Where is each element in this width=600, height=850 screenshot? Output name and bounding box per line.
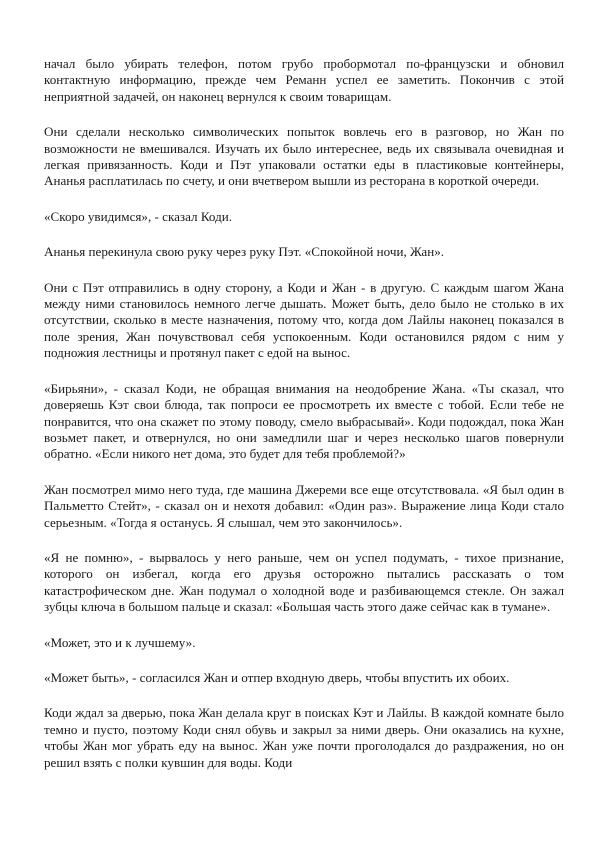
paragraph-2: Они сделали несколько символических попыток вовлечь его в разговор, но Жан по возможности не вмешивался. Изучать их было интереснее, ведь их связывала очевидная и легкая привязанность. Коди и Пэт упаковали остатки еды в пластиковые контейнеры, Ананья расплатилась по счету, и они вчетвером вышли из ресторана в короткой очереди. [44, 124, 564, 189]
paragraph-1: начал было убирать телефон, потом грубо пробормотал по-французски и обновил контактную информацию, прежде чем Реманн успел ее заметить. Покончив с этой неприятной задачей, он наконец вернулся к своим товарищам. [44, 56, 564, 104]
paragraph-4: Ананья перекинула свою руку через руку Пэт. «Спокойной ночи, Жан». [44, 244, 445, 260]
paragraph-6: «Бирьяни», - сказал Коди, не обращая внимания на неодобрение Жана. «Ты сказал, что доверяешь Кэт свои блюда, так попроси ее просмотреть их вместе с тобой. Если тебе не понравится, что она скажет по этому поводу, смело выбрасывай». Коди подождал, пока Жан возьмет пакет, и отвернулся, но они замедлили шаг и через несколько шагов повернули обратно. «Если никого нет дома, это будет для тебя проблемой?» [44, 380, 564, 462]
paragraph-9: «Может, это и к лучшему». [44, 634, 196, 650]
paragraph-10: «Может быть», - согласился Жан и отпер входную дверь, чтобы впустить их обоих. [44, 669, 510, 685]
paragraph-7: Жан посмотрел мимо него туда, где машина Джереми все еще отсутствовала. «Я был один в Пальметто Стейт», - сказал он и нехотя добавил: «Один раз». Выражение лица Коди стало серьезным. «Тогда я останусь. Я слышал, чем это закончилось». [44, 481, 564, 530]
paragraph-5: Они с Пэт отправились в одну сторону, а Коди и Жан - в другую. С каждым шагом Жана между ними становилось немного легче дышать. Может быть, дело было не столько в их отсутствии, сколько в месте назначения, потому что, когда дом Лайлы наконец показался в поле зрения, Жан почувствовал себя успокоенным. Коди остановился рядом с ним у подножия лестницы и протянул пакет с едой на вынос. [44, 279, 564, 361]
paragraph-11: Коди ждал за дверью, пока Жан делала круг в поисках Кэт и Лайлы. В каждой комнате было темно и пусто, поэтому Коди снял обувь и закрыл за ними дверь. Они оказались на кухне, чтобы Жан мог убрать еду на вынос. Жан уже почти проголодался до раздражения, но он решил взять с полки кувшин для воды. Коди [44, 705, 564, 770]
paragraph-8: «Я не помню», - вырвалось у него раньше, чем он успел подумать, - тихое признание, которого он избегал, когда его друзья осторожно пытались рассказать о том катастрофическом дне. Жан подумал о холодной воде и разбивающемся стекле. Он зажал зубцы ключа в большом пальце и сказал: «Большая часть этого даже сейчас как в тумане». [44, 549, 564, 615]
paragraph-3: «Скоро увидимся», - сказал Коди. [44, 208, 233, 224]
